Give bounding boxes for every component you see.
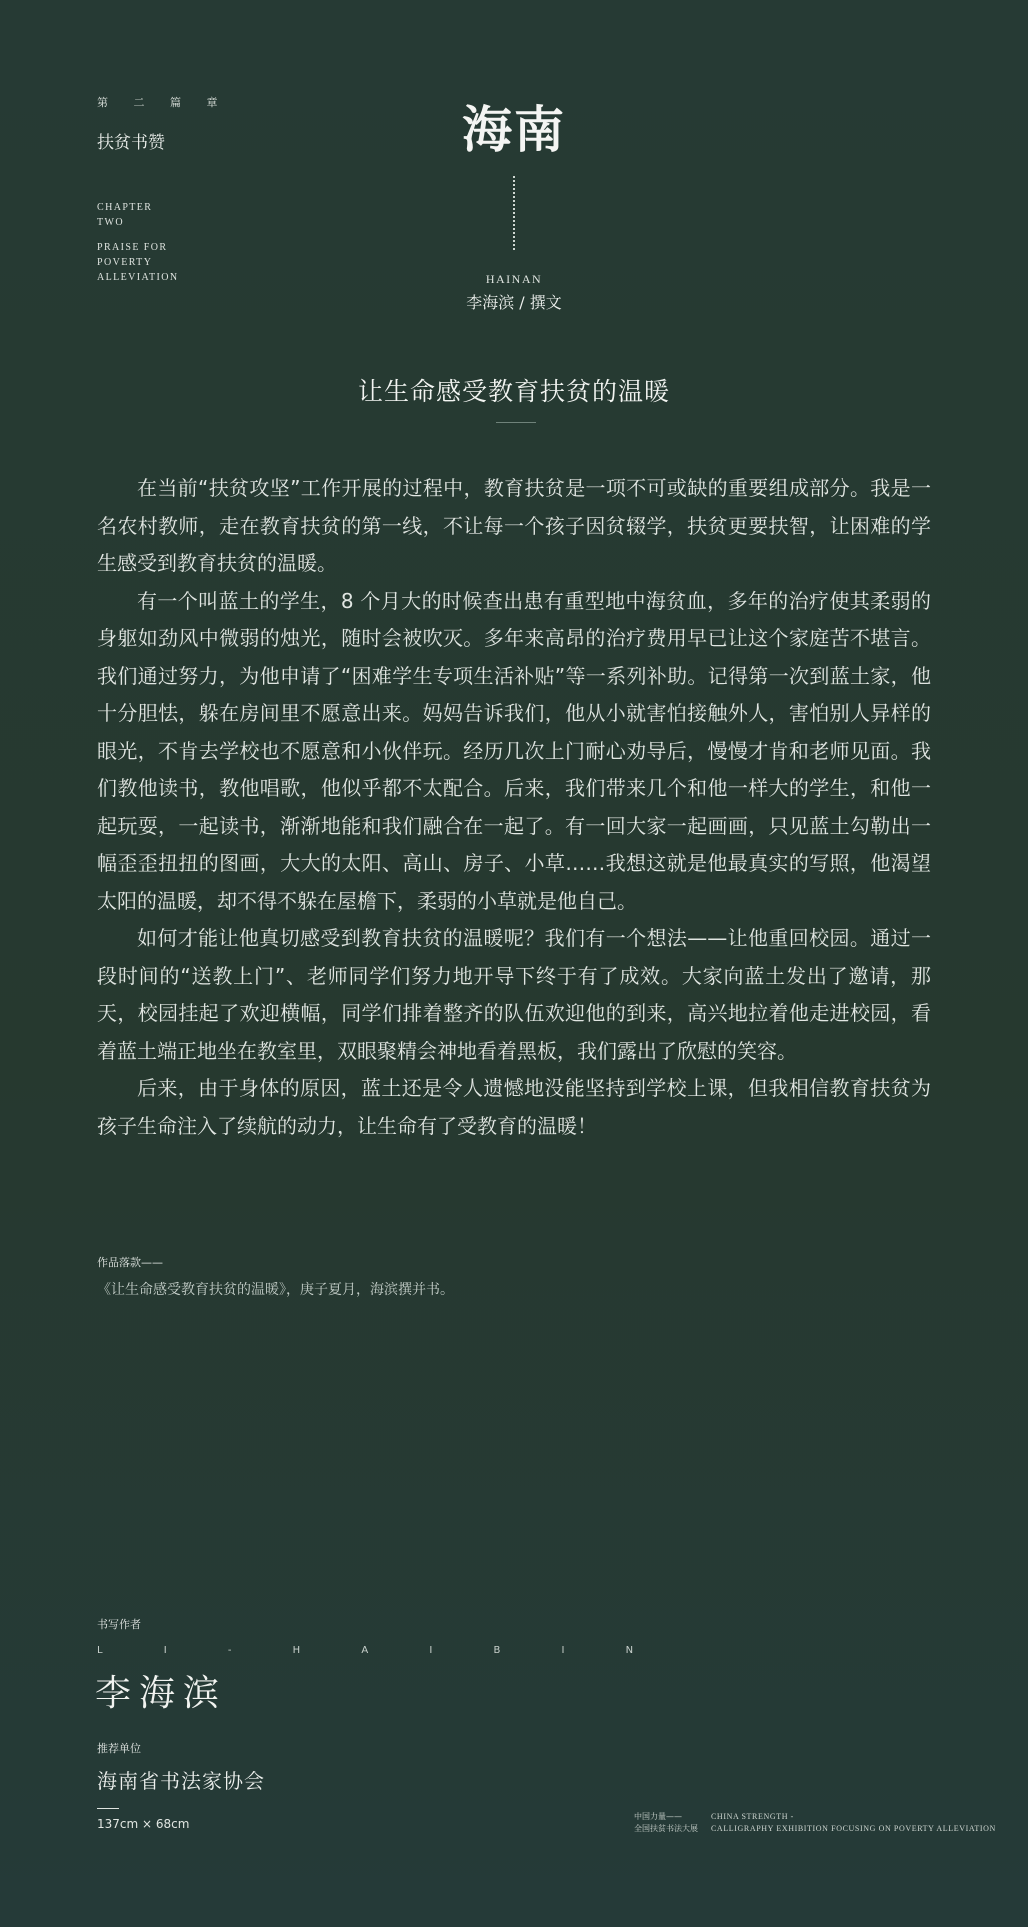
article-title: 让生命感受教育扶贫的温暖: [357, 377, 670, 406]
article-body: [97, 470, 931, 1145]
chapter-en-line: TWO: [97, 217, 124, 228]
title-underline: [496, 422, 536, 423]
region-title-en: HAINAN: [485, 272, 543, 286]
dotted-divider: [513, 176, 515, 250]
inscription-text: 《让生命感受教育扶贫的温暖》，庚子夏月，海滨撰并书。: [97, 1282, 454, 1298]
region-title: 海南: [462, 100, 566, 159]
footer-en-line: CHINA STRENGTH -: [711, 1812, 794, 1821]
article-paragraph: 如何才能让他真切感受到教育扶贫的温暖呢？我们有一个想法——让他重回校园。通过一段时间的“送教上门”、老师同学们努力地开导下终于有了成效。大家向蓝土发出了邀请，那天，校园挂起了欢迎横幅，同学们排着整齐的队伍欢迎他的到来，高兴地拉着他走进校园，看着蓝土端正地坐在教室里，双眼聚精会神地看着黑板，我们露出了欣慰的笑容。: [97, 926, 931, 1063]
chapter-number: 第 二 篇 章: [97, 96, 229, 109]
article-paragraph: 后来，由于身体的原因，蓝土还是令人遗憾地没能坚持到学校上课，但我相信教育扶贫为孩子生命注入了续航的动力，让生命有了受教育的温暖！: [97, 1076, 931, 1138]
writer-label: 书写作者: [97, 1618, 141, 1631]
chapter-en-label: [97, 200, 152, 230]
writer-name: 李海滨: [95, 1673, 228, 1714]
chapter-en-line: CHAPTER: [97, 202, 153, 213]
article-paragraph: 在当前“扶贫攻坚”工作开展的过程中，教育扶贫是一项不可或缺的重要组成部分。我是一名农村教师，走在教育扶贫的第一线，不让每一个孩子因贫辍学，扶贫更要扶智，让困难的学生感受到教育扶贫的温暖。: [97, 476, 931, 575]
chapter-en-line: POVERTY: [97, 257, 153, 268]
author-credit: 李海滨 / 撰文: [466, 293, 562, 312]
size-divider: [97, 1808, 119, 1809]
footer-cn-label: [634, 1811, 698, 1835]
inscription-label: 作品落款——: [97, 1256, 163, 1269]
footer-cn-line: 中国力量——: [634, 1812, 682, 1821]
footer-en-line: CALLIGRAPHY EXHIBITION FOCUSING ON POVERTY ALLEVIATION: [711, 1824, 996, 1833]
footer-en-label: [711, 1811, 996, 1835]
recommender-name: 海南省书法家协会: [97, 1769, 265, 1793]
chapter-en-line: PRAISE FOR: [97, 242, 168, 253]
article-paragraph: 有一个叫蓝土的学生，8 个月大的时候查出患有重型地中海贫血，多年的治疗使其柔弱的身躯如劲风中微弱的烛光，随时会被吹灭。多年来高昂的治疗费用早已让这个家庭苦不堪言。我们通过努力，为他申请了“困难学生专项生活补贴”等一系列补助。记得第一次到蓝土家，他十分胆怯，躲在房间里不愿意出来。妈妈告诉我们，他从小就害怕接触外人，害怕别人异样的眼光，不肯去学校也不愿意和小伙伴玩。经历几次上门耐心劝导后，慢慢才肯和老师见面。我们教他读书，教他唱歌，他似乎都不太配合。后来，我们带来几个和他一样大的学生，和他一起玩耍，一起读书，渐渐地能和我们融合在一起了。有一回大家一起画画，只见蓝土勾勒出一幅歪歪扭扭的图画，大大的太阳、高山、房子、小草……我想这就是他最真实的写照，他渴望太阳的温暖，却不得不躲在屋檐下，柔弱的小草就是他自己。: [97, 588, 931, 913]
recommender-label: 推荐单位: [97, 1742, 141, 1755]
work-size: 137cm × 68cm: [97, 1817, 190, 1831]
chapter-title: 扶贫书赞: [97, 133, 165, 153]
chapter-en-line: ALLEVIATION: [97, 272, 179, 283]
writer-pinyin: L I - H A I B I N: [97, 1645, 663, 1656]
footer-cn-line: 全国扶贫书法大展: [634, 1824, 698, 1833]
